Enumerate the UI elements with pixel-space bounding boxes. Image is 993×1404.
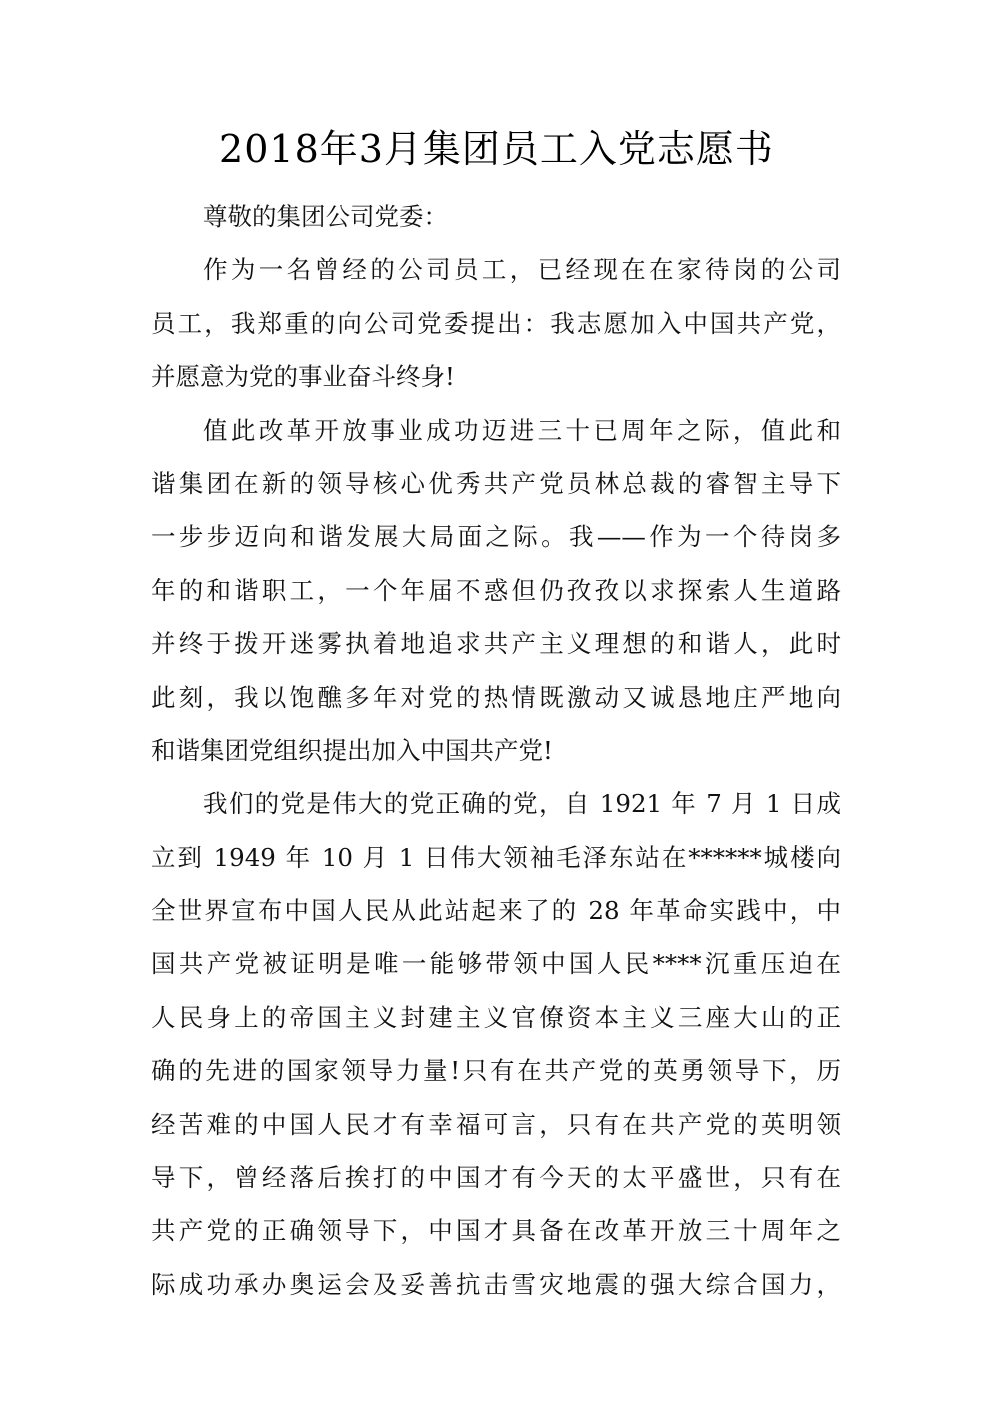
paragraph-3-line: 经苦难的中国人民才有幸福可言，只有在共产党的英明领: [151, 1109, 841, 1139]
paragraph-2-line: 并终于拨开迷雾执着地追求共产主义理想的和谐人，此时: [151, 629, 841, 659]
paragraph-2-line: 和谐集团党组织提出加入中国共产党!: [151, 735, 553, 765]
paragraph-3-line: 我们的党是伟大的党正确的党，自 1921 年 7 月 1 日成: [203, 789, 841, 819]
document-title: 2018年3月集团员工入党志愿书: [219, 127, 774, 171]
paragraph-2-line: 值此改革开放事业成功迈进三十已周年之际，值此和: [203, 415, 841, 445]
paragraph-3-line: 全世界宣布中国人民从此站起来了的 28 年革命实践中，中: [151, 896, 841, 926]
paragraph-3-line: 人民身上的帝国主义封建主义官僚资本主义三座大山的正: [151, 1002, 841, 1032]
paragraph-3-line: 导下，曾经落后挨打的中国才有今天的太平盛世，只有在: [151, 1163, 841, 1193]
paragraph-3-line: 共产党的正确领导下，中国才具备在改革开放三十周年之: [151, 1216, 841, 1246]
paragraph-3-line: 立到 1949 年 10 月 1 日伟大领袖毛泽东站在******城楼向: [151, 842, 841, 872]
paragraph-2-line: 年的和谐职工，一个年届不惑但仍孜孜以求探索人生道路: [151, 575, 841, 605]
paragraph-1-line: 员工，我郑重的向公司党委提出：我志愿加入中国共产党，: [151, 308, 841, 338]
document-body: [151, 190, 841, 1311]
paragraph-2-line: 谐集团在新的领导核心优秀共产党员林总裁的睿智主导下: [151, 468, 841, 498]
paragraph-1-line: 并愿意为党的事业奋斗终身!: [151, 362, 455, 392]
paragraph-2-line: 此刻，我以饱醮多年对党的热情既激动又诚恳地庄严地向: [151, 682, 841, 712]
paragraph-3-line: 际成功承办奥运会及妥善抗击雪灾地震的强大综合国力，: [151, 1269, 841, 1299]
paragraph-2-line: 一步步迈向和谐发展大局面之际。我——作为一个待岗多: [151, 522, 841, 552]
paragraph-3-line: 国共产党被证明是唯一能够带领中国人民****沉重压迫在: [151, 949, 841, 979]
paragraph-1-line: 作为一名曾经的公司员工，已经现在在家待岗的公司: [203, 255, 841, 285]
paragraph-3-line: 确的先进的国家领导力量!只有在共产党的英勇领导下，历: [151, 1056, 841, 1086]
salutation: 尊敬的集团公司党委：: [203, 202, 448, 231]
